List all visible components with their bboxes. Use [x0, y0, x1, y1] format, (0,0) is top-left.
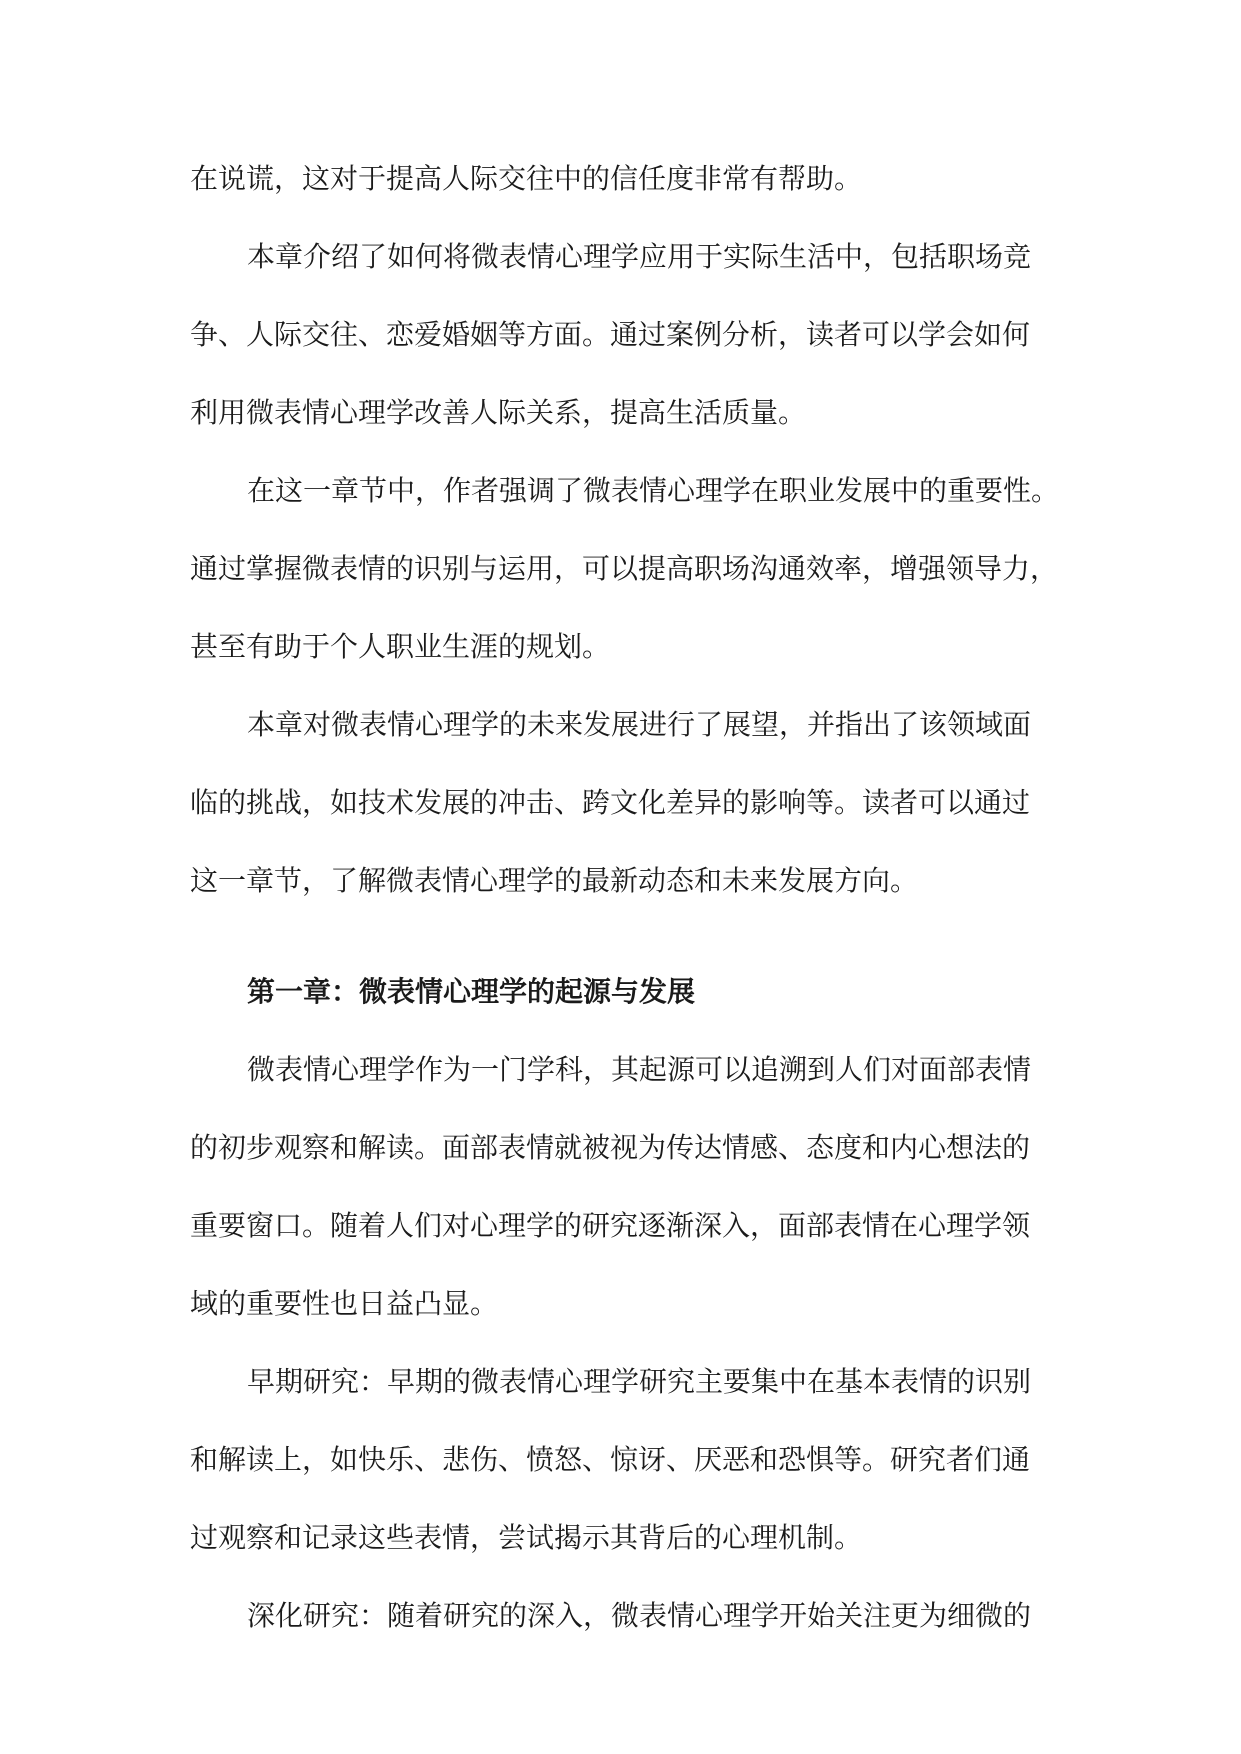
paragraph-6 [190, 1343, 1060, 1577]
document-page [190, 140, 1060, 1655]
paragraph-2 [190, 218, 1060, 452]
paragraph-7 [190, 1577, 1060, 1655]
paragraph-3 [190, 452, 1060, 686]
text-line: 甚至有助于个人职业生涯的规划。 [190, 630, 611, 663]
text-line: 微表情心理学作为一门学科，其起源可以追溯到人们对面部表情 [247, 1053, 1032, 1086]
text-line: 本章介绍了如何将微表情心理学应用于实际生活中，包括职场竞 [247, 240, 1032, 273]
text-line: 早期研究：早期的微表情心理学研究主要集中在基本表情的识别 [247, 1365, 1032, 1398]
text-line: 和解读上，如快乐、悲伤、愤怒、惊讶、厌恶和恐惧等。研究者们通 [190, 1443, 1031, 1476]
text-line: 域的重要性也日益凸显。 [190, 1287, 499, 1320]
text-line: 深化研究：随着研究的深入，微表情心理学开始关注更为细微的 [247, 1599, 1032, 1632]
text-line: 过观察和记录这些表情，尝试揭示其背后的心理机制。 [190, 1521, 863, 1554]
text-line: 在说谎，这对于提高人际交往中的信任度非常有帮助。 [190, 162, 863, 195]
text-line: 在这一章节中，作者强调了微表情心理学在职业发展中的重要性。 [247, 474, 1060, 507]
paragraph-4 [190, 686, 1060, 920]
paragraph-5 [190, 1031, 1060, 1343]
text-line: 重要窗口。随着人们对心理学的研究逐渐深入，面部表情在心理学领 [190, 1209, 1031, 1242]
chapter-heading: 第一章：微表情心理学的起源与发展 [247, 975, 696, 1008]
text-line: 争、人际交往、恋爱婚姻等方面。通过案例分析，读者可以学会如何 [190, 318, 1031, 351]
text-line: 临的挑战，如技术发展的冲击、跨文化差异的影响等。读者可以通过 [190, 786, 1031, 819]
text-line: 本章对微表情心理学的未来发展进行了展望，并指出了该领域面 [247, 708, 1032, 741]
paragraph-1 [190, 140, 1060, 218]
text-line: 通过掌握微表情的识别与运用，可以提高职场沟通效率，增强领导力， [190, 552, 1059, 585]
text-line: 利用微表情心理学改善人际关系，提高生活质量。 [190, 396, 807, 429]
text-line: 这一章节，了解微表情心理学的最新动态和未来发展方向。 [190, 864, 919, 897]
text-line: 的初步观察和解读。面部表情就被视为传达情感、态度和内心想法的 [190, 1131, 1031, 1164]
